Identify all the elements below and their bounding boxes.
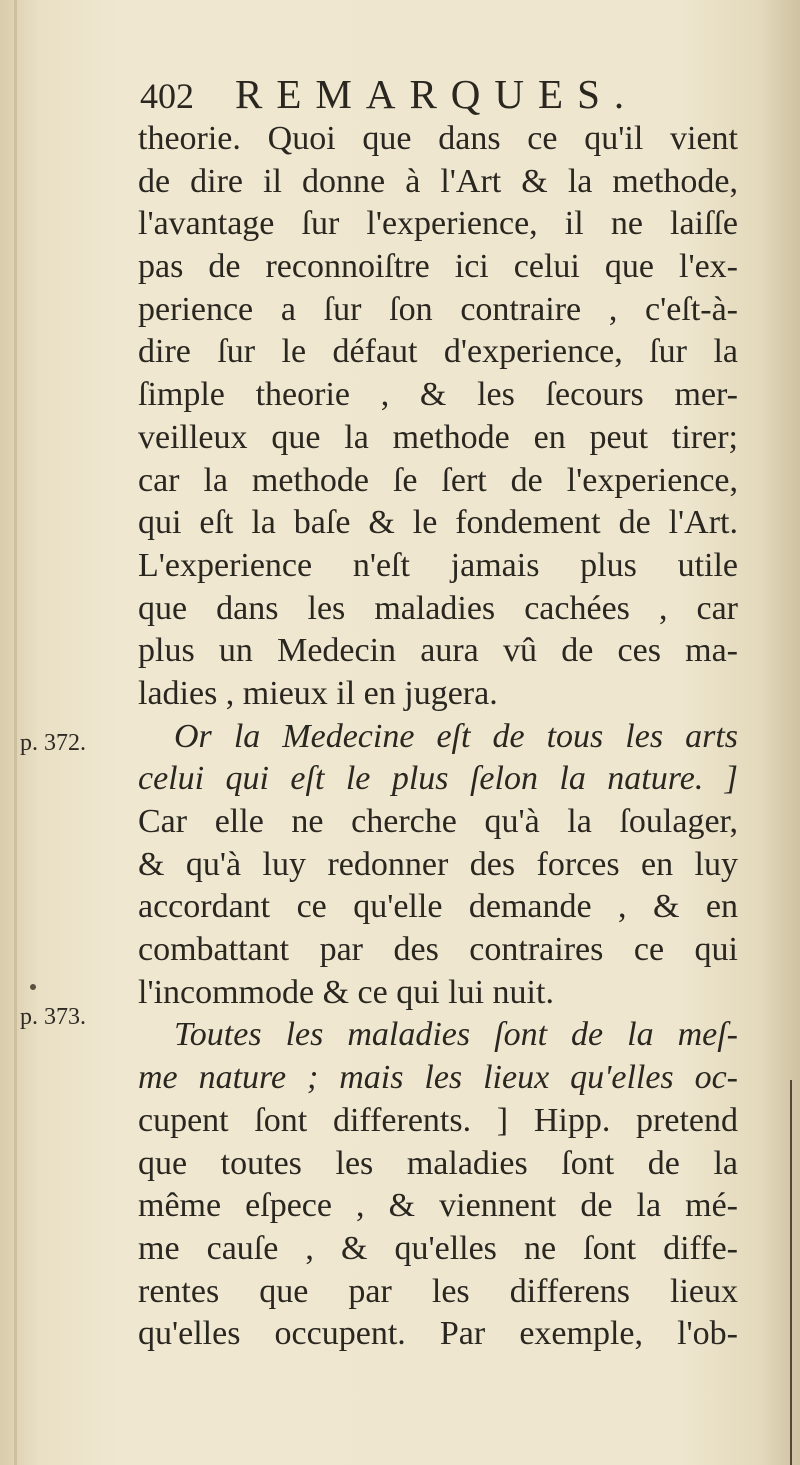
text-line: dire ſur le défaut d'experience, ſur la <box>138 333 738 371</box>
text-line-italic: me nature ; mais les lieux qu'elles oc- <box>138 1059 738 1097</box>
text-line: que dans les maladies cachées , car <box>138 589 738 627</box>
text-line: que toutes les maladies ſont de la <box>138 1144 738 1182</box>
text-line: perience a ſur ſon contraire , c'eſt-à- <box>138 290 738 328</box>
text-line: l'incommode & ce qui lui nuit. <box>138 973 554 1011</box>
page-gutter-shadow <box>14 0 17 1465</box>
text-line-italic: Toutes les maladies ſont de la meſ- <box>174 1016 738 1054</box>
page-header <box>140 64 740 124</box>
text-line: même eſpece , & viennent de la mé- <box>138 1187 738 1225</box>
text-line: ladies , mieux il en jugera. <box>138 674 498 712</box>
text-line: theorie. Quoi que dans ce qu'il vient <box>138 120 738 157</box>
text-line: L'experience n'eſt jamais plus utile <box>138 546 738 584</box>
text-line: qu'elles occupent. Par exemple, l'ob- <box>138 1315 738 1353</box>
text-line: me cauſe , & qu'elles ne ſont diffe- <box>138 1229 738 1267</box>
text-line: accordant ce qu'elle demande , & en <box>138 888 738 926</box>
margin-note-372: p. 372. <box>20 730 86 756</box>
text-line: Car elle ne cherche qu'à la ſoulager, <box>138 803 738 840</box>
text-line-italic: Or la Medecine eſt de tous les arts <box>174 717 738 755</box>
text-line: & qu'à luy redonner des forces en luy <box>138 845 738 883</box>
page-edge-line <box>790 1080 792 1465</box>
text-line: l'avantage ſur l'experience, il ne laiſſe <box>138 205 738 243</box>
text-line: ſimple theorie , & les ſecours mer- <box>138 376 738 414</box>
text-line: veilleux que la methode en peut tirer; <box>138 418 738 456</box>
text-line: combattant par des contraires ce qui <box>138 931 738 969</box>
text-line: rentes que par les differens lieux <box>138 1272 738 1310</box>
text-line: qui eſt la baſe & le fondement de l'Art. <box>138 504 738 542</box>
text-line: plus un Medecin aura vû de ces ma- <box>138 632 738 670</box>
page-number: 402 <box>140 76 194 116</box>
text-line: pas de reconnoiſtre ici celui que l'ex- <box>138 248 738 286</box>
text-line: cupent ſont differents. ] Hipp. pretend <box>138 1101 738 1139</box>
text-line: de dire il donne à l'Art & la methode, <box>138 162 738 200</box>
running-title: REMARQUES. <box>235 71 639 117</box>
margin-note-373: p. 373. <box>20 1004 86 1030</box>
text-line: car la methode ſe ſert de l'experience, <box>138 461 738 499</box>
text-line-italic: celui qui eſt le plus ſelon la nature. ] <box>138 760 738 798</box>
body-text <box>138 118 738 1356</box>
margin-dot <box>30 984 36 990</box>
